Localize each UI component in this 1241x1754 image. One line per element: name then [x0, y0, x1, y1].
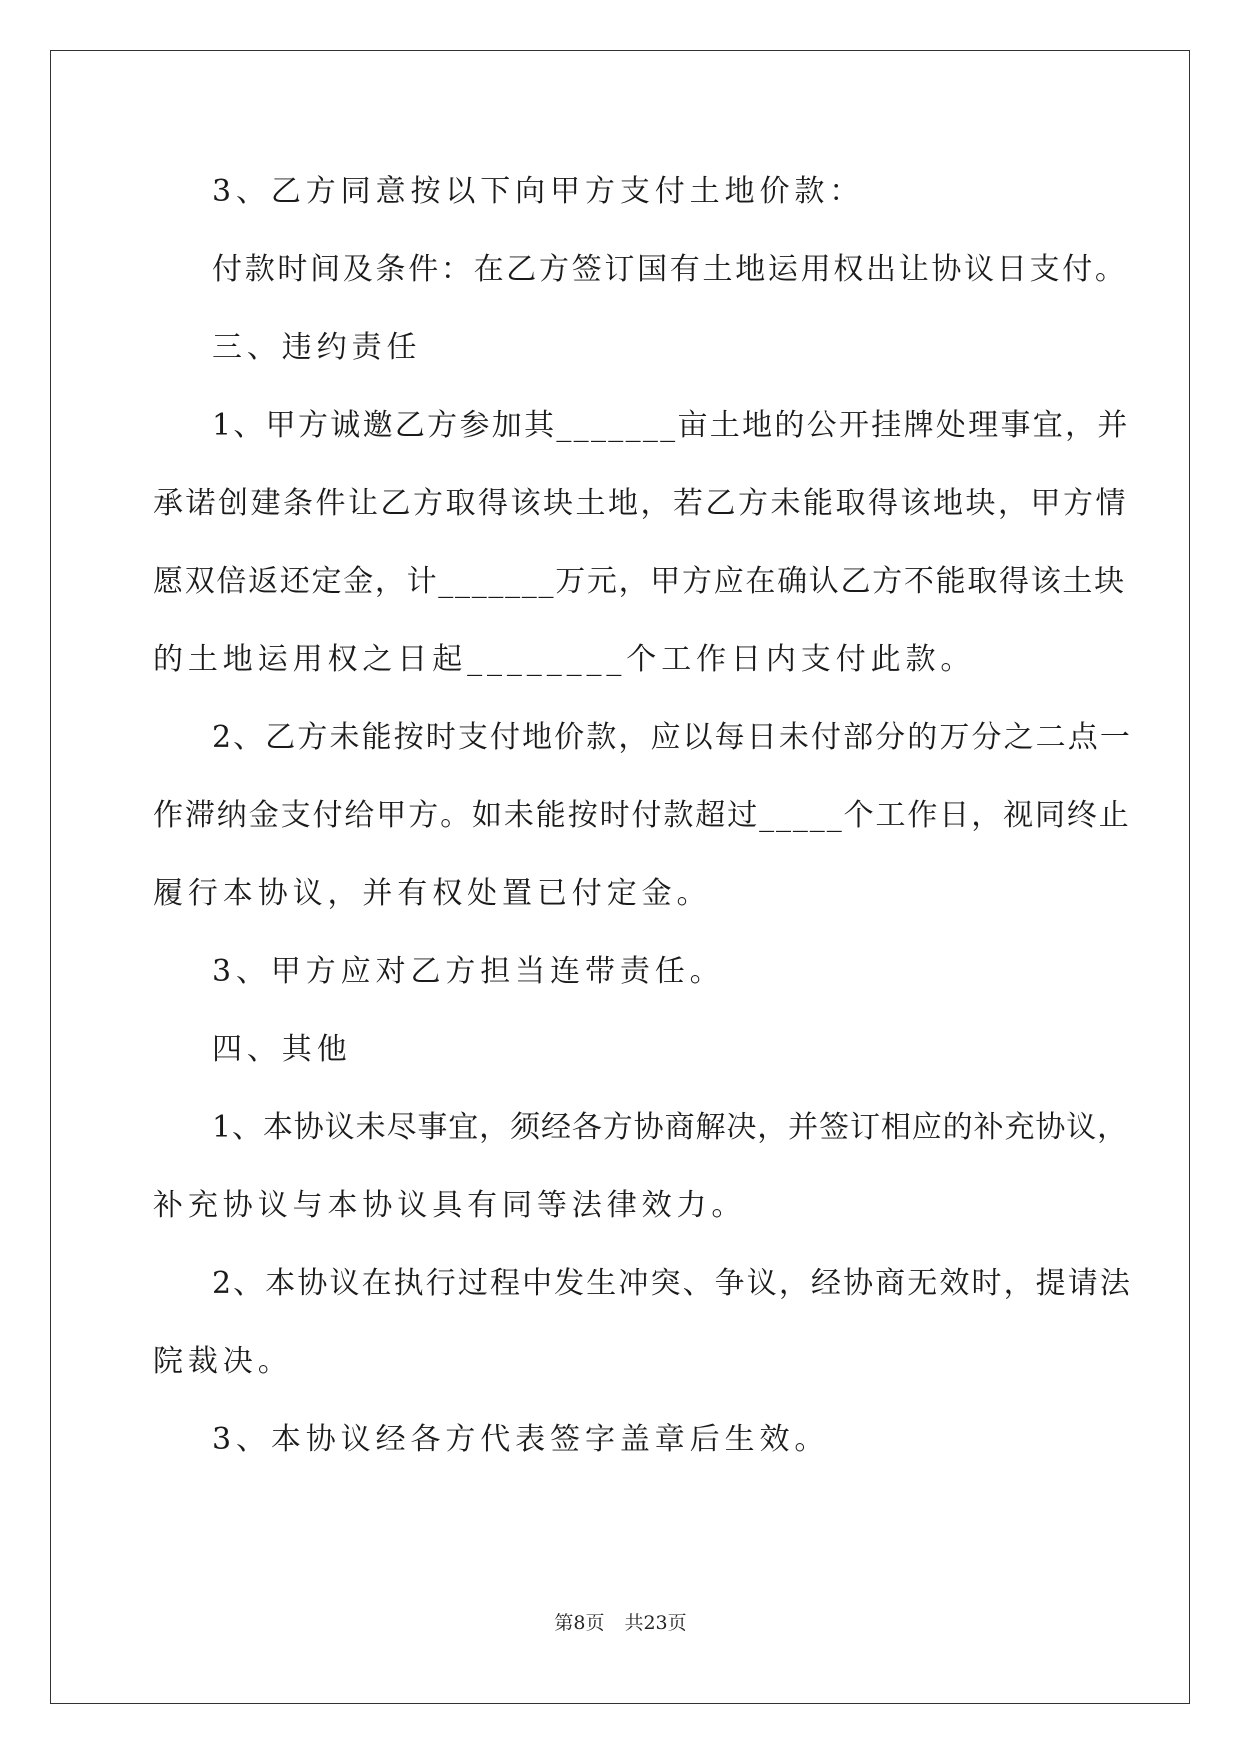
- paragraph-line: 院裁决。: [153, 1344, 293, 1379]
- paragraph-line: 3、乙方同意按以下向甲方支付土地价款：: [212, 174, 865, 209]
- paragraph-line: 2、乙方未能按时支付地价款，应以每日未付部分的万分之二点一: [212, 720, 1132, 755]
- paragraph-line: 付款时间及条件：在乙方签订国有土地运用权出让协议日支付。: [212, 252, 1128, 287]
- paragraph-line: 1、本协议未尽事宜，须经各方协商解决，并签订相应的补充协议，: [212, 1110, 1129, 1145]
- paragraph-line: 作滞纳金支付给甲方。如未能按时付款超过_____个工作日，视同终止: [153, 798, 1131, 833]
- paragraph-line: 3、甲方应对乙方担当连带责任。: [212, 954, 725, 989]
- paragraph-line: 补充协议与本协议具有同等法律效力。: [153, 1188, 747, 1223]
- paragraph-line: 履行本协议，并有权处置已付定金。: [153, 876, 712, 911]
- page-number: 第8页: [554, 1612, 605, 1634]
- paragraph-line: 承诺创建条件让乙方取得该块土地，若乙方未能取得该地块，甲方情: [153, 486, 1128, 521]
- paragraph-line: 的土地运用权之日起________个工作日内支付此款。: [153, 642, 976, 677]
- paragraph-line: 1、甲方诚邀乙方参加其_______亩土地的公开挂牌处理事宜，并: [212, 408, 1130, 443]
- paragraph-line: 3、本协议经各方代表签字盖章后生效。: [212, 1422, 830, 1457]
- paragraph-line: 2、本协议在执行过程中发生冲突、争议，经协商无效时，提请法: [212, 1266, 1132, 1301]
- paragraph-line: 愿双倍返还定金，计_______万元，甲方应在确认乙方不能取得该土块: [153, 564, 1126, 599]
- section-heading: 三、违约责任: [212, 330, 422, 365]
- section-heading: 四、其他: [212, 1032, 352, 1067]
- page-footer: [0, 1611, 1241, 1635]
- page-total: 共23页: [624, 1612, 687, 1634]
